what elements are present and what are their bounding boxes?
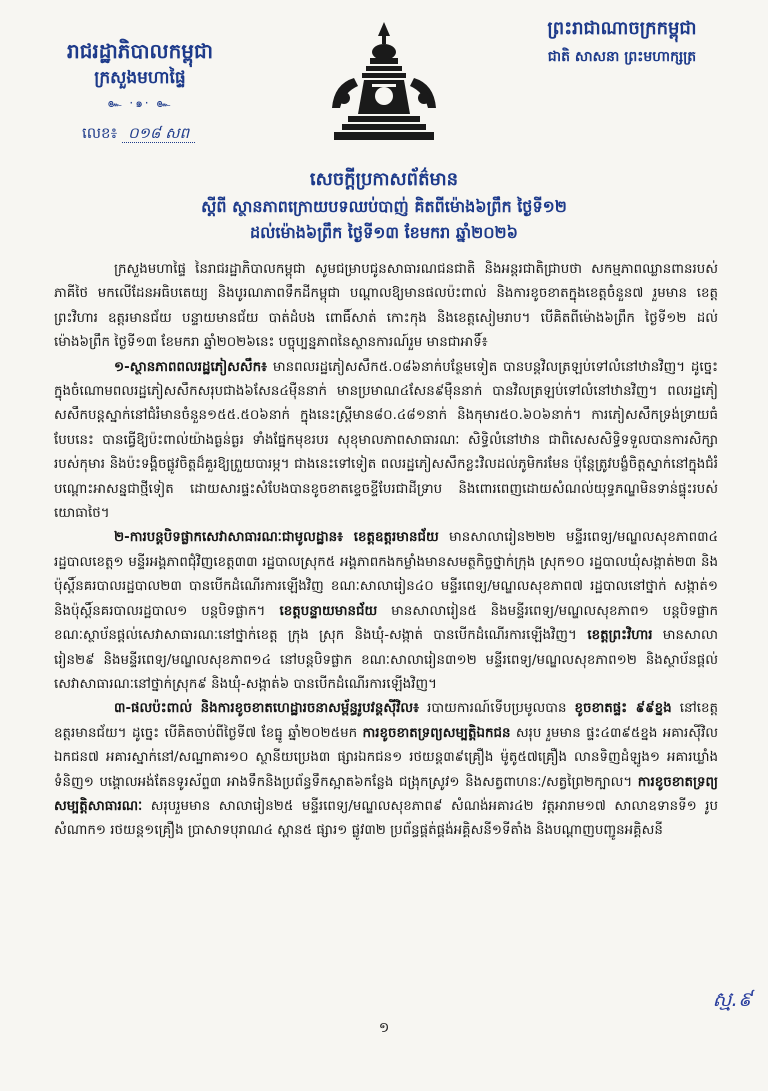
kingdom-name: ព្រះរាជាណាចក្រកម្ពុជា bbox=[547, 18, 697, 39]
province-oddar-meanchey: ខេត្តឧត្តរមានជ័យ bbox=[343, 530, 439, 546]
section-1-heading: ១-ស្ថានភាពពលរដ្ឋភៀសសឹក៖ bbox=[114, 359, 268, 375]
title-line-2: ស្តីពី ស្ថានភាពក្រោយបទឈប់បាញ់ គិតពីម៉ោង៦ព្រឹក ថ្ងៃទី១២ bbox=[201, 197, 567, 216]
document-body bbox=[54, 258, 718, 844]
government-name: រាជរដ្ឋាភិបាលកម្ពុជា bbox=[67, 39, 213, 63]
title-line-3: ដល់ម៉ោង៦ព្រឹក ថ្ងៃទី១៣ ខែមករា ឆ្នាំ២០២៦ bbox=[250, 223, 518, 242]
intro-paragraph: ក្រសួងមហាផ្ទៃ នៃរាជរដ្ឋាភិបាលកម្ពុជា សូមជម្រាបជូនសាធារណជនជាតិ និងអន្តរជាតិជ្រាបថា សកម្មភាពឈ្លានពានរបស់ភាគីថៃ មកលើដែនអធិបតេយ្យ និងបូរណភាពទឹកដីកម្ពុជា បណ្តាលឱ្យមានផលប៉ះពាល់ និងការខូចខាតក្នុងខេត្តចំនួន៧ រួមមាន ខេត្តព្រះវិហារ ឧត្តរមានជ័យ បន្ទាយមានជ័យ បាត់ដំបង ពោធិ៍សាត់ កោះកុង និងខេត្តសៀមរាប។ បើគិតពីម៉ោង៦ព្រឹក ថ្ងៃទី១២ ដល់ម៉ោង៦ព្រឹក ថ្ងៃទី១៣ ខែមករា ឆ្នាំ២០២៦នេះ បច្ចុប្បន្នភាពនៃស្ថានការណ៍រួម មានជាអាទិ៍៖ bbox=[54, 262, 718, 351]
province-preah-vihear: ខេត្តព្រះវិហារ bbox=[576, 628, 653, 644]
private-property-damage: ការខូចខាតទ្រព្យសម្បត្តិឯកជន bbox=[362, 725, 511, 741]
province-banteay-meanchey: ខេត្តបន្ទាយមានជ័យ bbox=[265, 603, 378, 619]
section-3-text-3: សរុប រួមមាន ផ្ទះ៤៣៩៥ខ្នង អគារស៊ីវិលឯកជន៧ អគារស្នាក់នៅ/សណ្ឋាគារ១០ ស្ថានីយប្រេង៣ ផ្សារឯកជន១ រថយន្ត៣៩គ្រឿង ម៉ូតូ៥៧គ្រឿង លានទិញដំឡូង១ អគារឃ្លាំងទំនិញ១ បង្គោលអង់តែនទូរស័ព្ទ៣ អាងទឹកនិងប្រព័ន្ធទឹកស្អាត៦កន្លែង ជង្រុកស្រូវ១ និងសត្វពាហនៈ/សត្វព្រៃ២ក្បាល។ bbox=[54, 725, 718, 790]
kingdom-header bbox=[512, 16, 732, 68]
section-1-text: មានពលរដ្ឋភៀសសឹក៥.០៨៦នាក់បន្ថែមទៀត បានបន្តវិលត្រឡប់ទៅលំនៅឋានវិញ។ ដូច្នេះ ក្នុងចំណោមពលរដ្ឋភៀសសឹកសរុបជាង៦សែន៤ម៉ឺននាក់ មានប្រមាណ៤សែន៩ម៉ឺននាក់ បានវិលត្រឡប់ទៅលំនៅឋានវិញ។ ពលរដ្ឋភៀសសឹកបន្តស្នាក់នៅជំរំមានចំនួន១៥៥.៥០៦នាក់ ក្នុងនេះស្ត្រីមាន៨០.៤៨១នាក់ និងកុមារ៥០.៦០៦នាក់។ ការភៀសសឹកទ្រង់ទ្រាយធំបែបនេះ បានធ្វើឱ្យប៉ះពាល់យ៉ាងធ្ងន់ធ្ងរ ទាំងផ្នែកមុខរបរ សុខុមាលភាពសាធារណៈ សិទ្ធិលំនៅឋាន ជាពិសេសសិទ្ធិទទួលបានការសិក្សារបស់កុមារ និងប៉ះទង្គិចផ្លូវចិត្តដ៏គួរឱ្យព្រួយបារម្ភ។ ជាងនេះទៅទៀត ពលរដ្ឋភៀសសឹកខ្លះវិលដល់ភូមិករមែន ប៉ុន្តែត្រូវបង្ខំចិត្តស្នាក់នៅក្នុងជំរំបណ្តោះអាសន្នជាថ្មីទៀត ដោយសារផ្ទះសំបែងបានខូចខាតខ្ទេចខ្ទីបែរជាដីទ្រាប និងពោរពេញដោយសំណល់យុទ្ធភណ្ឌមិនទាន់ផ្ទុះរបស់យោធាថៃ។ bbox=[54, 359, 718, 522]
title-line-1: សេចក្តីប្រកាសព័ត៌មាន bbox=[309, 169, 459, 190]
section-2 bbox=[54, 526, 718, 697]
document-number-value: ០១៨ សព bbox=[122, 124, 195, 143]
section-3-text-2: នៅខេត្តឧត្តរមានជ័យ។ ដូច្នេះ បើគិតចាប់ពីថ្ងៃទី៧ ខែធ្នូ ឆ្នាំ២០២៥មក bbox=[54, 701, 718, 741]
section-3-text-4: សរុបរួមមាន សាលារៀន២៥ មន្ទីរពេទ្យ/មណ្ឌលសុខភាព៩ សំណង់អគារ៤២ វត្តអារាម១៧ សាលាឧទានទី១ រូបសំណាក១ រថយន្ត១គ្រឿង ប្រាសាទបុរាណ៤ ស្ពាន៥ ផ្សារ១ ផ្លូវ៣២ ប្រព័ន្ធផ្គត់ផ្គង់អគ្គិសនី១ទីតាំង និងបណ្តាញបញ្ជូនអគ្គិសនី bbox=[54, 798, 718, 839]
public-property-damage: ការខូចខាតទ្រព្យសម្បត្តិសាធារណៈ bbox=[54, 774, 718, 814]
section-3 bbox=[54, 697, 718, 843]
houses-damaged: ខូចខាតផ្ទះ ៩៩ខ្នង bbox=[574, 701, 672, 717]
section-1 bbox=[54, 356, 718, 527]
document-title bbox=[120, 166, 648, 246]
ministry-header bbox=[40, 38, 240, 113]
section-3-heading: ៣-ផលប៉ះពាល់ និងការខូចខាតហេដ្ឋារចនាសម្ព័ន្ធរូបវន្តស៊ីវិល៖ bbox=[114, 701, 420, 717]
section-2-text-2: មានសាលារៀន៥ និងមន្ទីរពេទ្យ/មណ្ឌលសុខភាព១ បន្តបិទផ្លាក ខណៈស្ថាប័នផ្តល់សេវាសាធារណៈនៅថ្នាក់ខេត្ត ក្រុង ស្រុក និងឃុំ-សង្កាត់ បានបើកដំណើរការឡើងវិញ។ bbox=[54, 603, 718, 644]
section-3-text-1: របាយការណ៍ទើបប្រមូលបាន bbox=[419, 701, 575, 717]
handwritten-page-mark: ស្ម.៩ bbox=[712, 987, 752, 1011]
ministry-name: ក្រសួងមហាផ្ទៃ bbox=[94, 68, 186, 88]
royal-emblem-icon bbox=[314, 18, 454, 146]
page-number: ១ bbox=[378, 1020, 390, 1036]
section-2-text-3: មានសាលារៀន២៩ និងមន្ទីរពេទ្យ/មណ្ឌលសុខភាព១៤ នៅបន្តបិទផ្លាក ខណៈសាលារៀន៣១២ មន្ទីរពេទ្យ/មណ្ឌលសុខភាព១២ និងស្ថាប័នផ្តល់សេវាសាធារណៈនៅថ្នាក់ស្រុក៩ និងឃុំ-សង្កាត់៦ បានបើកដំណើរការឡើងវិញ។ bbox=[54, 628, 718, 692]
document-number bbox=[82, 124, 195, 146]
national-motto: ជាតិ សាសនា ព្រះមហាក្សត្រ bbox=[547, 49, 697, 65]
ornament: ๛ ·๑· ๛ bbox=[107, 96, 173, 110]
section-2-heading: ២-ការបន្តបិទផ្លាកសេវាសាធារណៈជាមូលដ្ឋាន៖ bbox=[114, 530, 344, 546]
section-2-text-1: មានសាលារៀន២២២ មន្ទីរពេទ្យ/មណ្ឌលសុខភាព៣៤ រដ្ឋបាលខេត្ត១ មន្ទីរអង្គភាពជុំវិញខេត្ត៣៣ រដ្ឋបាលស្រុក៥ អង្គភាពកងកម្លាំងមានសមត្ថកិច្ចថ្នាក់ក្រុង ស្រុក១០ រដ្ឋបាលឃុំសង្កាត់២៣ និងប៉ុស្តិ៍នគរបាលរដ្ឋបាល២៣ បានបើកដំណើរការឡើងវិញ ខណៈសាលារៀន៤០ មន្ទីរពេទ្យ/មណ្ឌលសុខភាព៧ រដ្ឋបាលនៅថ្នាក់ សង្កាត់១ និងប៉ុស្តិ៍នគរបាលរដ្ឋបាល១ បន្តបិទផ្លាក។ bbox=[54, 530, 718, 619]
document-number-label: លេខ៖ bbox=[82, 124, 118, 142]
